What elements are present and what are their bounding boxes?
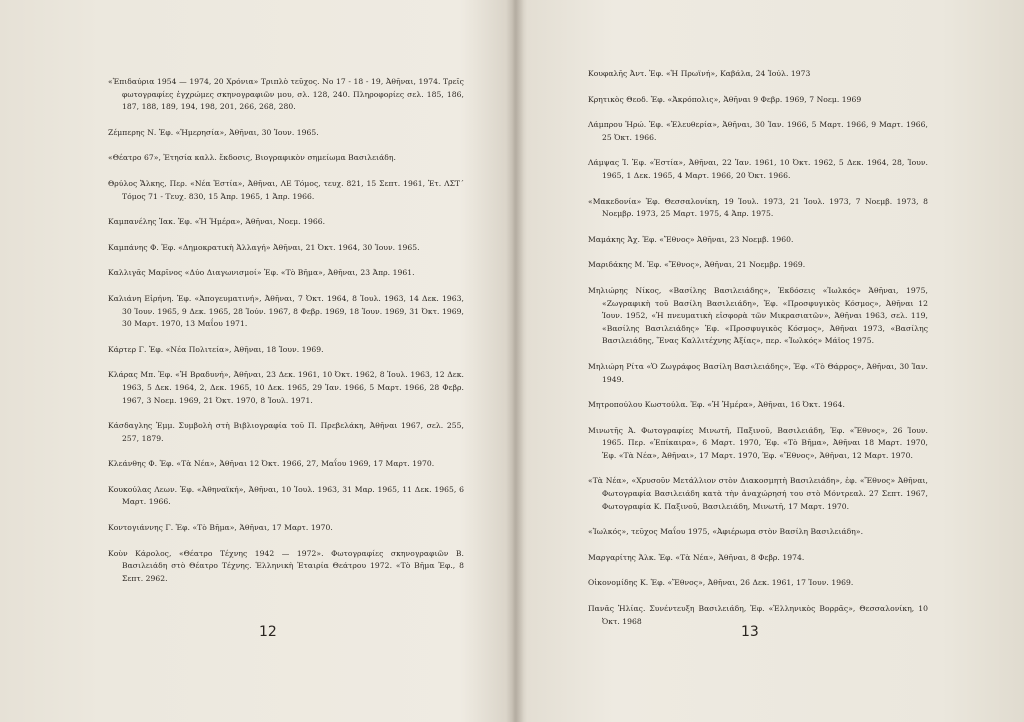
- bibliography-entry: Λάμψας Ἰ. Ἐφ. «Ἑστία», Ἀθῆναι, 22 Ἰαν. 1961, 10 Ὀκτ. 1962, 5 Δεκ. 1964, 28, Ἰουν. 1965, 1 Δεκ. 1965, 4 Μαρτ. 1966, 20 Ὀκτ. 1966.: [588, 158, 928, 180]
- page-number-right: 13: [741, 624, 759, 640]
- bibliography-entry: Κουφαλῆς Ἀντ. Ἐφ. «Ἡ Πρωϊνή», Καβάλα, 24 Ἰούλ. 1973: [588, 69, 811, 78]
- bibliography-entry: Μαργαρίτης Ἀλκ. Ἐφ. «Τὰ Νέα», Ἀθῆναι, 8 Φεβρ. 1974.: [588, 552, 805, 562]
- right-page: [512, 0, 1024, 722]
- bibliography-entry: Κάρτερ Γ. Ἐφ. «Νέα Πολιτεία», Ἀθῆναι, 18 Ἰουν. 1969.: [108, 344, 324, 354]
- bibliography-entry: Ζέμπερης Ν. Ἐφ. «Ἡμερησία», Ἀθῆναι, 30 Ἰουν. 1965.: [108, 127, 319, 137]
- bibliography-entry: Μητροπούλου Κωστούλα. Ἐφ. «Ἡ Ἡμέρα», Ἀθῆναι, 16 Ὀκτ. 1964.: [588, 400, 845, 410]
- bibliography-entry: Καλιάνη Εἰρήνη. Ἐφ. «Ἀπογευματινή», Ἀθῆναι, 7 Ὀκτ. 1964, 8 Ἰουλ. 1963, 14 Δεκ. 1963, 30 Ἰουν. 1965, 9 Δεκ. 1965, 28 Ἰούν. 1967, 8 Φεβρ. 1969, 18 Ἰουν. 1969, 31 Ὀκτ. 1969, 30 Μαρτ. 1970, 13 Μαΐου 1971.: [108, 293, 464, 329]
- right-bibliography-list: [588, 68, 928, 641]
- bibliography-entry: Κοντογιάννης Γ. Ἐφ. «Τὸ Βῆμα», Ἀθῆναι, 17 Μαρτ. 1970.: [108, 523, 333, 533]
- bibliography-entry: Μηλιώρης Νίκος, «Βασίλης Βασιλειάδης», Ἐκδόσεις «Ἰωλκός» Ἀθῆναι, 1975, «Ζωγραφικὴ τοῦ Βασίλη Βασιλειάδη», Ἐφ. «Προσφυγικὸς Κόσμος», Ἀθῆναι 12 Ἰουν. 1952, «Ἡ πνευματικὴ εἰσφορὰ τῶν Μικρασιατῶν», Ἀθῆναι 1963, σελ. 119, «Βασίλης Βασιλειάδης» Ἐφ. «Προσφυγικὸς Κόσμος», Ἀθῆναι 1973, «Βασίλης Βασιλειάδης, Ἕνας Καλλιτέχνης Ἀξίας», περ. «Ἰωλκός» Μάϊος 1975.: [588, 285, 928, 346]
- page-number-left: 12: [259, 624, 277, 640]
- bibliography-entry: «Θέατρο 67», Ἐτησία καλλ. ἔκδοσις, Βιογραφικὸν σημείωμα Βασιλειάδη.: [108, 153, 396, 163]
- bibliography-entry: Κρητικὸς Θεοδ. Ἐφ. «Ἀκρόπολις», Ἀθῆναι 9 Φεβρ. 1969, 7 Νοεμ. 1969: [588, 94, 862, 104]
- bibliography-entry: Καμπάνης Φ. Ἐφ. «Δημοκρατικὴ Ἀλλαγή» Ἀθῆναι, 21 Ὀκτ. 1964, 30 Ἰουν. 1965.: [108, 242, 420, 252]
- bibliography-entry: Κάσδαγλης Ἐμμ. Συμβολὴ στὴ Βιβλιογραφία τοῦ Π. Πρεβελάκη, Ἀθῆναι 1967, σελ. 255, 257, 1879.: [108, 421, 464, 443]
- bibliography-entry: Κοὺν Κάρολος, «Θέατρο Τέχνης 1942 — 1972». Φωτογραφίες σκηνογραφιῶν Β. Βασιλειάδη στὸ Θέατρο Τέχνης. Ἑλληνικὴ Ἑταιρία Θεάτρου 1972. «Τὸ Βῆμα Ἐφ., 8 Σεπτ. 2962.: [108, 548, 464, 583]
- bibliography-entry: «Μακεδονία» Ἐφ. Θεσσαλονίκη, 19 Ἰουλ. 1973, 21 Ἰουλ. 1973, 7 Νοεμβ. 1973, 8 Νοεμβρ. 1973, 25 Μαρτ. 1975, 4 Ἀπρ. 1975.: [588, 196, 928, 219]
- bibliography-entry: Κλάρας Μπ. Ἐφ. «Ἡ Βραδυνή», Ἀθῆναι, 23 Δεκ. 1961, 10 Ὀκτ. 1962, 8 Ἰουλ. 1963, 12 Δεκ. 1963, 5 Δεκ. 1964, 2, Δεκ. 1965, 10 Δεκ. 1965, 29 Ἰαν. 1966, 5 Μαρτ. 1966, 28 Φεβρ. 1967, 3 Νοεμ. 1969, 21 Ὀκτ. 1970, 8 Ἰουλ. 1971.: [108, 370, 464, 405]
- bibliography-entry: Κουκούλας Λεων. Ἐφ. «Ἀθηναϊκή», Ἀθῆναι, 10 Ἰουλ. 1963, 31 Μαρ. 1965, 11 Δεκ. 1965, 6 Μαρτ. 1966.: [108, 484, 464, 507]
- bibliography-entry: «Ἰωλκός», τεῦχος Μαΐου 1975, «Ἀφιέρωμα στὸν Βασίλη Βασιλειάδη».: [588, 527, 864, 537]
- left-bibliography-list: [108, 76, 464, 598]
- bibliography-entry: Μαμάκης Ἀχ. Ἐφ. «Ἔθνος» Ἀθῆναι, 23 Νοεμβ. 1960.: [588, 234, 794, 244]
- bibliography-entry: «Τὰ Νέα», «Χρυσοῦν Μετάλλιον στὸν Διακοσμητὴ Βασιλειάδη», ἐφ. «Ἔθνος» Ἀθῆναι, Φωτογραφία Βασιλειάδη κατὰ τὴν ἀναχώρησή του στὸ Μόντρεαλ. 27 Σεπτ. 1967, Φωτογραφία Κ. Παξινοῦ, Βασιλειάδη, Μινωτῆ, 17 Μαρτ. 1970.: [588, 476, 928, 511]
- bibliography-entry: Μινωτῆς Ἀ. Φωτογραφίες Μινωτῆ, Παξινοῦ, Βασιλειάδη, Ἐφ. «Ἔθνος», 26 Ἰουν. 1965. Περ. «Ἐπίκαιρα», 6 Μαρτ. 1970, Ἐφ. «Τὸ Βῆμα», Ἀθῆναι 18 Μαρτ. 1970, Ἐφ. «Τὰ Νέα», Ἀθῆναι», 17 Μαρτ. 1970, Ἐφ. «Ἔθνος», Ἀθῆναι, 12 Μαρτ. 1970.: [588, 425, 928, 460]
- bibliography-entry: Θρύλος Ἄλκης, Περ. «Νέα Ἑστία», Ἀθῆναι, ΛΕ Τόμος, τευχ. 821, 15 Σεπτ. 1961, Ἐτ. ΛΣΤ΄ Τόμος 71 - Τευχ. 830, 15 Ἀπρ. 1965, 1 Ἀπρ. 1966.: [108, 178, 464, 201]
- bibliography-entry: Καλλιγᾶς Μαρῖνος «Δύο Διαγωνισμοί» Ἐφ. «Τὸ Βῆμα», Ἀθῆναι, 23 Ἀπρ. 1961.: [108, 268, 415, 278]
- bibliography-entry: Καμπανέλης Ἰακ. Ἐφ. «Ἡ Ἡμέρα», Ἀθῆναι, Νοεμ. 1966.: [108, 217, 326, 227]
- bibliography-entry: Μαριδάκης Μ. Ἐφ. «Ἔθνος», Ἀθῆναι, 21 Νοεμβρ. 1969.: [588, 260, 806, 270]
- bibliography-entry: Μηλιώρη Ρίτα «Ὁ Ζωγράφος Βασίλη Βασιλειάδης», Ἐφ. «Τὸ Θάρρος», Ἀθῆναι, 30 Ἰαν. 1949.: [588, 361, 928, 384]
- bibliography-entry: Πανᾶς Ἠλίας. Συνέντευξη Βασιλειάδη, Ἐφ. «Ἑλληνικὸς Βορρᾶς», Θεσσαλονίκη, 10 Ὀκτ. 1968: [588, 604, 928, 626]
- bibliography-entry: Λάμπρου Ἡρώ. Ἐφ. «Ἐλευθερία», Ἀθῆναι, 30 Ἰαν. 1966, 5 Μαρτ. 1966, 9 Μαρτ. 1966, 25 Ὀκτ. 1966.: [588, 120, 928, 142]
- bibliography-entry: «Ἐπιδαύρια 1954 — 1974, 20 Χρόνια» Τριπλὸ τεῦχος. Νο 17 - 18 - 19, Ἀθῆναι, 1974. Τρεῖς φωτογραφίες ἐγχρώμες σκηνογραφιῶν μου, σλ. 128, 240. Πληροφορίες σελ. 185, 186, 187, 188, 189, 194, 198, 201, 266, 268, 280.: [108, 77, 464, 112]
- bibliography-entry: Οἰκονομίδης Κ. Ἐφ. «Ἔθνος», Ἀθῆναι, 26 Δεκ. 1961, 17 Ἰουν. 1969.: [588, 578, 854, 588]
- bibliography-entry: Κλεάνθης Φ. Ἐφ. «Τὰ Νέα», Ἀθῆναι 12 Ὀκτ. 1966, 27, Μαΐου 1969, 17 Μαρτ. 1970.: [108, 459, 435, 469]
